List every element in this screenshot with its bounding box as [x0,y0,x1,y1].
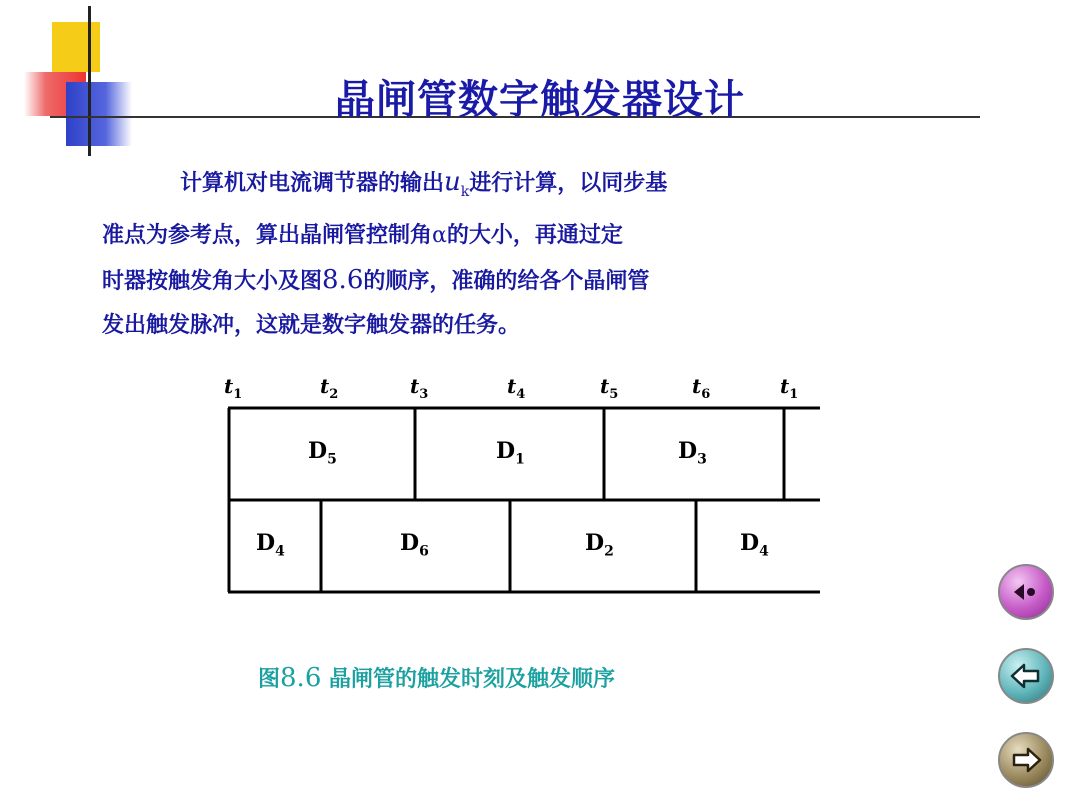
d-letter: D [496,438,516,464]
alpha-symbol: α [432,223,447,249]
d-subscript: 2 [604,543,614,560]
time-label-t3 [410,374,428,402]
d-letter: D [585,530,605,556]
t-subscript: 5 [609,387,619,402]
text-span: 计算机对电流调节器的输出 [180,171,445,196]
cell-d6 [400,530,429,559]
cell-d3 [678,438,707,467]
t-subscript: 2 [329,387,339,402]
t-subscript: 1 [789,387,799,402]
d-letter: D [400,530,420,556]
t-subscript: 3 [419,387,429,402]
figure-caption [258,662,615,693]
cell-d4 [256,530,285,559]
paragraph-line-4: 发出触发脉冲，这就是数字触发器的任务。 [102,313,521,339]
speaker-icon [1000,566,1052,618]
time-label-t2 [320,374,338,402]
time-label-t1 [224,374,242,402]
t-letter: t [692,374,702,398]
time-label-t4 [507,374,525,402]
back-button[interactable] [998,648,1054,704]
paragraph-line-2 [102,214,982,258]
text-span: 时器按触发角大小及图 [102,269,323,295]
forward-button[interactable] [998,732,1054,788]
cell-d2 [585,530,614,559]
figure-number: 8.6 [322,265,364,296]
text-span: 进行计算，以同步基 [469,171,668,196]
diagram-grid [220,368,830,608]
text-span: 的大小，再通过定 [446,223,623,249]
d-subscript: 5 [327,451,337,468]
t-subscript: 6 [701,387,711,402]
trigger-sequence-diagram [220,368,830,608]
time-label-t6 [692,374,710,402]
uk-subscript: k [460,184,470,201]
t-letter: t [320,374,330,398]
t-letter: t [600,374,610,398]
caption-text: 晶闸管的触发时刻及触发顺序 [321,667,616,692]
time-label-t5 [600,374,618,402]
paragraph-line-3 [102,258,982,304]
arrow-left-icon [1000,650,1052,702]
d-subscript: 3 [697,451,707,468]
d-letter: D [256,530,276,556]
cell-d4-second [740,530,769,559]
d-subscript: 6 [419,543,429,560]
sound-button[interactable] [998,564,1054,620]
d-subscript: 4 [275,543,285,560]
d-letter: D [678,438,698,464]
logo-yellow-square [52,22,100,72]
body-paragraph [102,160,982,348]
slide-title: 晶闸管数字触发器设计 [335,76,745,123]
uk-variable [444,167,470,201]
caption-number: 8.6 [280,663,322,693]
t-letter: t [410,374,420,398]
text-span: 的顺序，准确的给各个晶闸管 [363,269,650,295]
uk-letter: u [444,167,461,197]
d-letter: D [740,530,760,556]
t-subscript: 1 [233,387,243,402]
d-subscript: 1 [515,451,525,468]
cell-d5 [308,438,337,467]
time-label-t1-end [780,374,798,402]
caption-prefix: 图 [258,667,281,692]
t-letter: t [224,374,234,398]
t-letter: t [507,374,517,398]
cell-d1 [496,438,525,467]
d-subscript: 4 [759,543,769,560]
paragraph-line-1 [102,160,982,214]
arrow-right-icon [1000,734,1052,786]
d-letter: D [308,438,328,464]
t-subscript: 4 [516,387,526,402]
text-span: 准点为参考点，算出晶闸管控制角 [102,223,433,249]
t-letter: t [780,374,790,398]
